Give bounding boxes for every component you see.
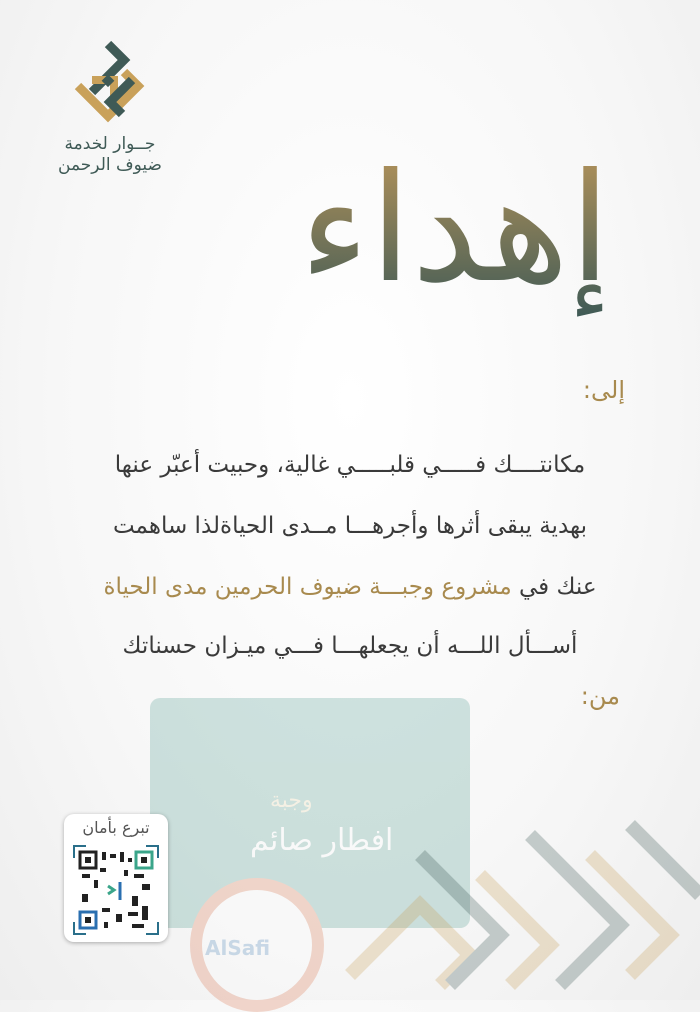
product-label-2: افطار صائم <box>250 823 394 858</box>
product-brand: AlSafi <box>205 936 271 960</box>
qr-code-icon[interactable] <box>72 844 160 936</box>
message-line-3-highlight: مشروع وجبـــة ضيوف الحرمين مدى الحياة <box>103 574 512 600</box>
message-line-1: مكانتــــك فـــــي قلبـــــي غالية، وحبيت أعبّر عنها <box>114 452 586 478</box>
product-label-1: وجبة <box>270 788 313 813</box>
from-label: من: <box>580 682 620 710</box>
message-line-2: بهدية يبقى أثرها وأجرهـــا مــدى الحياةلذا ساهمت <box>112 513 588 539</box>
message-line-3-prefix: عنك في <box>519 574 597 600</box>
donate-qr-card[interactable] <box>64 814 168 942</box>
title-text: إهداء <box>299 142 611 316</box>
decorative-pattern <box>330 815 700 1000</box>
message-line-3 <box>60 574 640 600</box>
logo-icon <box>62 40 154 132</box>
logo-text-line1: جــوار لخدمة <box>64 134 156 154</box>
qr-title: تبرع بأمان <box>82 818 150 837</box>
to-label: إلى: <box>582 376 625 404</box>
logo-text-line2: ضيوف الرحمن <box>58 155 162 175</box>
message-line-4: أســـأل اللـــه أن يجعلهـــا فـــي ميـزان حسناتك <box>122 633 578 659</box>
title-calligraphy <box>299 110 611 325</box>
